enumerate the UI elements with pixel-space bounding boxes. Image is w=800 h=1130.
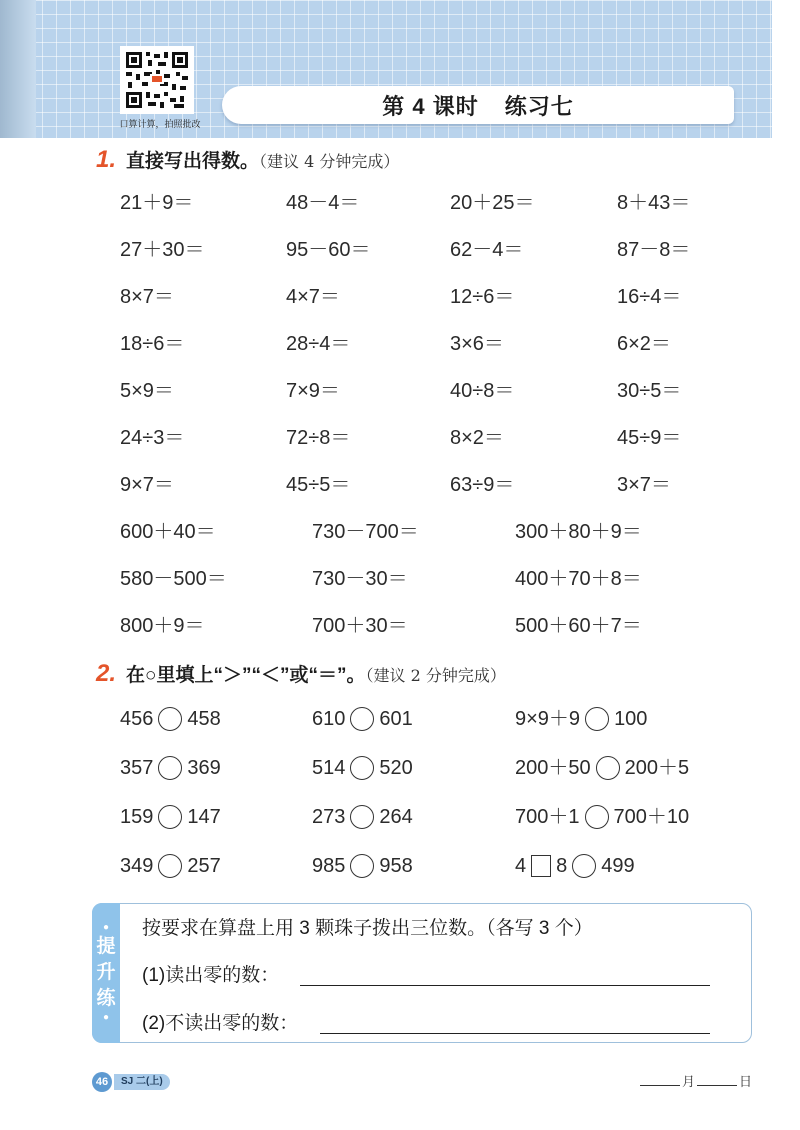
equation[interactable]: 730－700＝ — [312, 521, 419, 543]
section-2-number: 2. — [96, 660, 117, 687]
compare-left: 200＋50 — [515, 757, 591, 779]
comparison — [515, 753, 689, 783]
equation[interactable]: 400＋70＋8＝ — [515, 568, 642, 590]
qr-code-icon — [124, 50, 190, 110]
day-blank[interactable] — [697, 1085, 737, 1086]
equation[interactable]: 40÷8＝ — [450, 380, 515, 402]
answer-line-1[interactable] — [300, 985, 710, 986]
equation[interactable]: 7×9＝ — [286, 380, 340, 402]
section-1-hint: （建议 4 分钟完成） — [259, 152, 400, 171]
section-2-heading — [96, 660, 506, 688]
answer-circle[interactable] — [158, 707, 182, 731]
equation[interactable]: 580－500＝ — [120, 568, 227, 590]
practice-tab-char: 升 — [96, 962, 116, 983]
comparison — [120, 704, 221, 734]
equation[interactable]: 20＋25＝ — [450, 192, 535, 214]
compare-right: 520 — [379, 757, 413, 779]
compare-right: 369 — [187, 757, 221, 779]
equation[interactable]: 300＋80＋9＝ — [515, 521, 642, 543]
section-1-heading — [96, 146, 399, 174]
equation[interactable]: 45÷9＝ — [617, 427, 682, 449]
book-edge — [0, 0, 36, 138]
compare-right: 499 — [601, 855, 635, 877]
lesson-title — [222, 86, 734, 124]
grade-label: SJ 二(上) — [114, 1074, 170, 1090]
compare-right: 458 — [187, 708, 221, 730]
compare-left: 8 — [556, 855, 568, 877]
month-label: 月 — [681, 1074, 695, 1089]
practice-question-2: (2)不读出零的数： — [142, 1013, 299, 1034]
equation[interactable]: 27＋30＝ — [120, 239, 205, 261]
comparison — [120, 851, 221, 881]
comparison — [120, 802, 221, 832]
section-2-hint: （建议 2 分钟完成） — [365, 666, 506, 685]
equation[interactable]: 8×7＝ — [120, 286, 174, 308]
practice-tab-char: 练 — [96, 988, 116, 1009]
section-1-number: 1. — [96, 146, 117, 173]
compare-row — [0, 753, 800, 783]
answer-line-2[interactable] — [320, 1033, 710, 1034]
compare-right: 601 — [379, 708, 413, 730]
answer-circle[interactable] — [585, 805, 609, 829]
equation[interactable]: 45÷5＝ — [286, 474, 351, 496]
comparison — [120, 753, 221, 783]
compare-right: 147 — [187, 806, 221, 828]
equation-row — [0, 611, 800, 641]
equation[interactable]: 5×9＝ — [120, 380, 174, 402]
practice-tab: ● 提 升 练 ● — [92, 903, 120, 1043]
equation-row — [0, 376, 800, 406]
equation-row — [0, 517, 800, 547]
section-2-title: 在○里填上“＞”“＜”或“＝”。 — [126, 665, 366, 686]
equation-row — [0, 188, 800, 218]
equation[interactable]: 21＋9＝ — [120, 192, 194, 214]
comparison — [515, 851, 635, 881]
answer-circle[interactable] — [350, 707, 374, 731]
compare-right: 700＋10 — [613, 806, 690, 828]
equation-row — [0, 470, 800, 500]
answer-circle[interactable] — [585, 707, 609, 731]
digit-prefix: 4 — [515, 855, 527, 877]
compare-left: 610 — [312, 708, 346, 730]
equation[interactable]: 700＋30＝ — [312, 615, 408, 637]
compare-row — [0, 704, 800, 734]
compare-left: 700＋1 — [515, 806, 580, 828]
lesson-number: 第 4 课时 — [382, 93, 479, 119]
compare-right: 257 — [187, 855, 221, 877]
answer-circle[interactable] — [350, 854, 374, 878]
equation[interactable]: 72÷8＝ — [286, 427, 351, 449]
compare-right: 100 — [614, 708, 648, 730]
equation[interactable]: 9×7＝ — [120, 474, 174, 496]
equation[interactable]: 48－4＝ — [286, 192, 360, 214]
comparison — [515, 704, 647, 734]
equation[interactable]: 600＋40＝ — [120, 521, 216, 543]
day-label: 日 — [738, 1074, 752, 1089]
equation-row — [0, 282, 800, 312]
page-badge — [92, 1072, 170, 1092]
compare-left: 349 — [120, 855, 154, 877]
answer-circle[interactable] — [158, 756, 182, 780]
answer-circle[interactable] — [572, 854, 596, 878]
compare-left: 9×9＋9 — [515, 708, 581, 730]
practice-tab-char: 提 — [96, 936, 116, 957]
compare-left: 357 — [120, 757, 154, 779]
compare-left: 514 — [312, 757, 346, 779]
compare-row — [0, 851, 800, 881]
compare-left: 456 — [120, 708, 154, 730]
qr-code[interactable] — [120, 46, 194, 114]
equation[interactable]: 730－30＝ — [312, 568, 408, 590]
equation[interactable]: 62－4＝ — [450, 239, 524, 261]
equation[interactable]: 4×7＝ — [286, 286, 340, 308]
missing-digit-box[interactable] — [531, 855, 551, 877]
equation[interactable]: 24÷3＝ — [120, 427, 185, 449]
practice-instruction: 按要求在算盘上用 3 颗珠子拨出三位数。（各写 3 个） — [142, 918, 593, 939]
equation[interactable]: 30÷5＝ — [617, 380, 682, 402]
comparison — [515, 802, 689, 832]
compare-left: 985 — [312, 855, 346, 877]
date-field — [638, 1071, 752, 1090]
comparison — [312, 851, 413, 881]
answer-circle[interactable] — [158, 805, 182, 829]
compare-right: 200＋5 — [624, 757, 690, 779]
equation-row — [0, 423, 800, 453]
comparison — [312, 802, 413, 832]
equation[interactable]: 16÷4＝ — [617, 286, 682, 308]
equation-row — [0, 329, 800, 359]
equation-row — [0, 235, 800, 265]
equation[interactable]: 500＋60＋7＝ — [515, 615, 642, 637]
equation[interactable]: 95－60＝ — [286, 239, 371, 261]
compare-left: 273 — [312, 806, 346, 828]
equation[interactable]: 12÷6＝ — [450, 286, 515, 308]
equation[interactable]: 3×6＝ — [450, 333, 504, 355]
page-number: 46 — [92, 1072, 112, 1092]
equation[interactable]: 18÷6＝ — [120, 333, 185, 355]
comparison — [312, 753, 413, 783]
compare-right: 958 — [379, 855, 413, 877]
section-1-title: 直接写出得数。 — [126, 151, 260, 172]
answer-circle[interactable] — [158, 854, 182, 878]
lesson-name: 练习七 — [504, 93, 574, 119]
answer-circle[interactable] — [350, 805, 374, 829]
equation[interactable]: 3×7＝ — [617, 474, 671, 496]
equation[interactable]: 87－8＝ — [617, 239, 691, 261]
equation[interactable]: 63÷9＝ — [450, 474, 515, 496]
equation[interactable]: 800＋9＝ — [120, 615, 205, 637]
qr-caption: 口算计算，拍照批改 — [119, 119, 201, 129]
equation[interactable]: 8＋43＝ — [617, 192, 691, 214]
month-blank[interactable] — [640, 1085, 680, 1086]
answer-circle[interactable] — [596, 756, 620, 780]
equation-row — [0, 564, 800, 594]
compare-right: 264 — [379, 806, 413, 828]
compare-row — [0, 802, 800, 832]
compare-left: 159 — [120, 806, 154, 828]
practice-question-1: (1)读出零的数： — [142, 965, 280, 986]
equation[interactable]: 28÷4＝ — [286, 333, 351, 355]
equation[interactable]: 6×2＝ — [617, 333, 671, 355]
answer-circle[interactable] — [350, 756, 374, 780]
equation[interactable]: 8×2＝ — [450, 427, 504, 449]
comparison — [312, 704, 413, 734]
